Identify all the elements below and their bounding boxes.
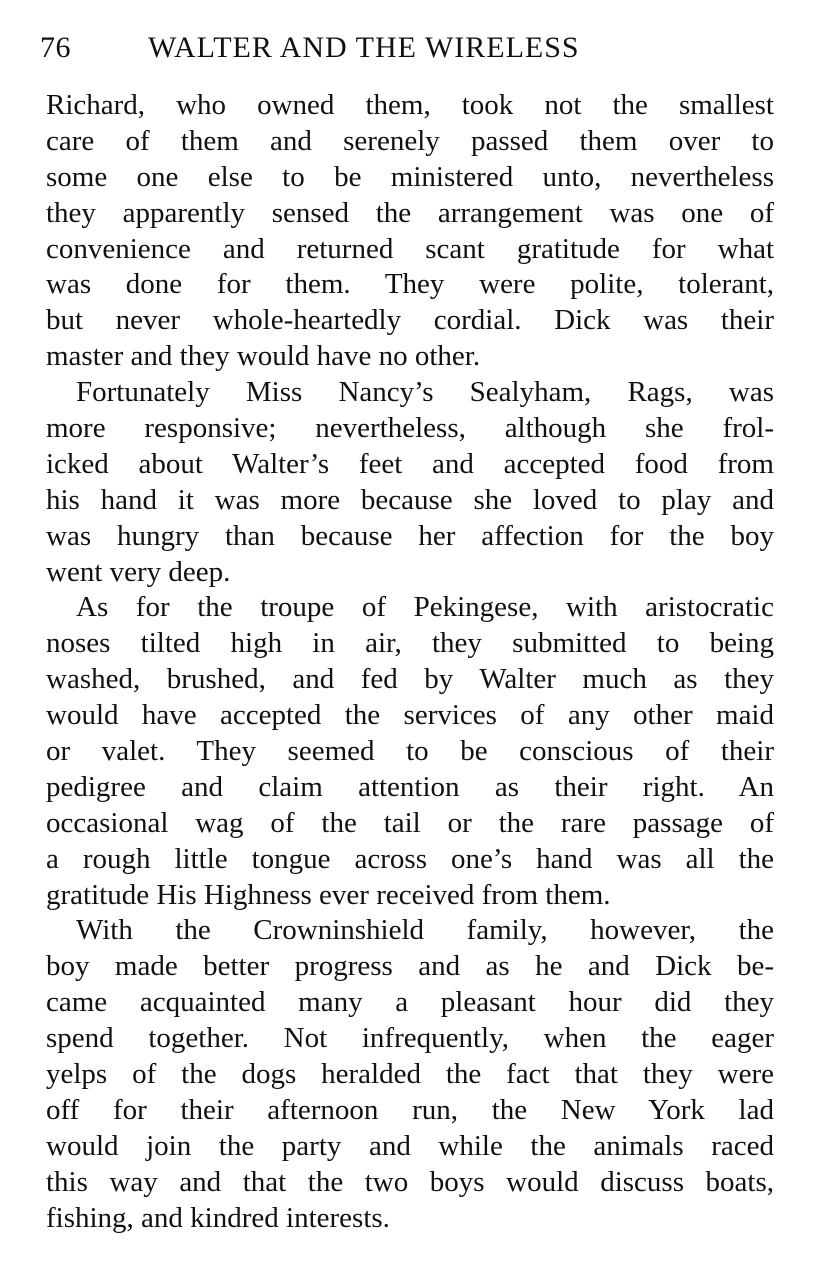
body-text [46, 88, 774, 1237]
text-line: care of them and serenely passed them over to [46, 124, 774, 157]
text-line: this way and that the two boys would discuss boats, [46, 1165, 774, 1198]
text-line: noses tilted high in air, they submitted to being [46, 627, 774, 660]
running-head: WALTER AND THE WIRELESS [148, 31, 580, 64]
paragraph [46, 375, 774, 590]
text-line: gratitude His Highness ever received from them. [46, 878, 611, 911]
text-line: spend together. Not infrequently, when the eager [46, 1022, 774, 1055]
text-line: fishing, and kindred interests. [46, 1201, 390, 1234]
text-line: Fortunately Miss Nancy’s Sealyham, Rags, was [76, 376, 774, 409]
text-line: but never whole-heartedly cordial. Dick was their [46, 304, 774, 337]
page-header [40, 24, 774, 64]
text-line: As for the troupe of Pekingese, with aristocratic [76, 591, 774, 624]
paragraph [46, 590, 774, 913]
text-line: With the Crowninshield family, however, the [76, 914, 774, 947]
text-line: or valet. They seemed to be conscious of their [46, 735, 774, 768]
text-line: would join the party and while the animals raced [46, 1129, 774, 1162]
text-line: pedigree and claim attention as their right. An [46, 770, 774, 803]
text-line: Richard, who owned them, took not the smallest [46, 89, 774, 121]
text-line: boy made better progress and as he and Dick be- [46, 950, 774, 983]
text-line: was done for them. They were polite, tolerant, [46, 268, 774, 301]
text-line: washed, brushed, and fed by Walter much as they [46, 663, 774, 696]
text-line: more responsive; nevertheless, although she frol- [46, 412, 774, 445]
text-line: came acquainted many a pleasant hour did they [46, 986, 774, 1019]
text-line: master and they would have no other. [46, 340, 481, 373]
text-line: some one else to be ministered unto, nevertheless [46, 160, 774, 193]
text-line: off for their afternoon run, the New York lad [46, 1093, 774, 1126]
text-line: his hand it was more because she loved to play and [46, 483, 774, 516]
text-line: convenience and returned scant gratitude for what [46, 232, 774, 265]
book-page [40, 24, 774, 1237]
text-line: would have accepted the services of any other maid [46, 699, 774, 732]
text-line: they apparently sensed the arrangement was one of [46, 196, 774, 229]
text-line: yelps of the dogs heralded the fact that they were [46, 1058, 774, 1091]
text-line: occasional wag of the tail or the rare passage of [46, 806, 774, 839]
text-line: a rough little tongue across one’s hand was all the [46, 842, 774, 875]
paragraph [46, 913, 774, 1236]
text-line: icked about Walter’s feet and accepted food from [46, 447, 774, 480]
text-line: went very deep. [46, 555, 231, 588]
page-number: 76 [40, 31, 71, 64]
text-line: was hungry than because her affection for the boy [46, 519, 774, 552]
paragraph [46, 88, 774, 375]
